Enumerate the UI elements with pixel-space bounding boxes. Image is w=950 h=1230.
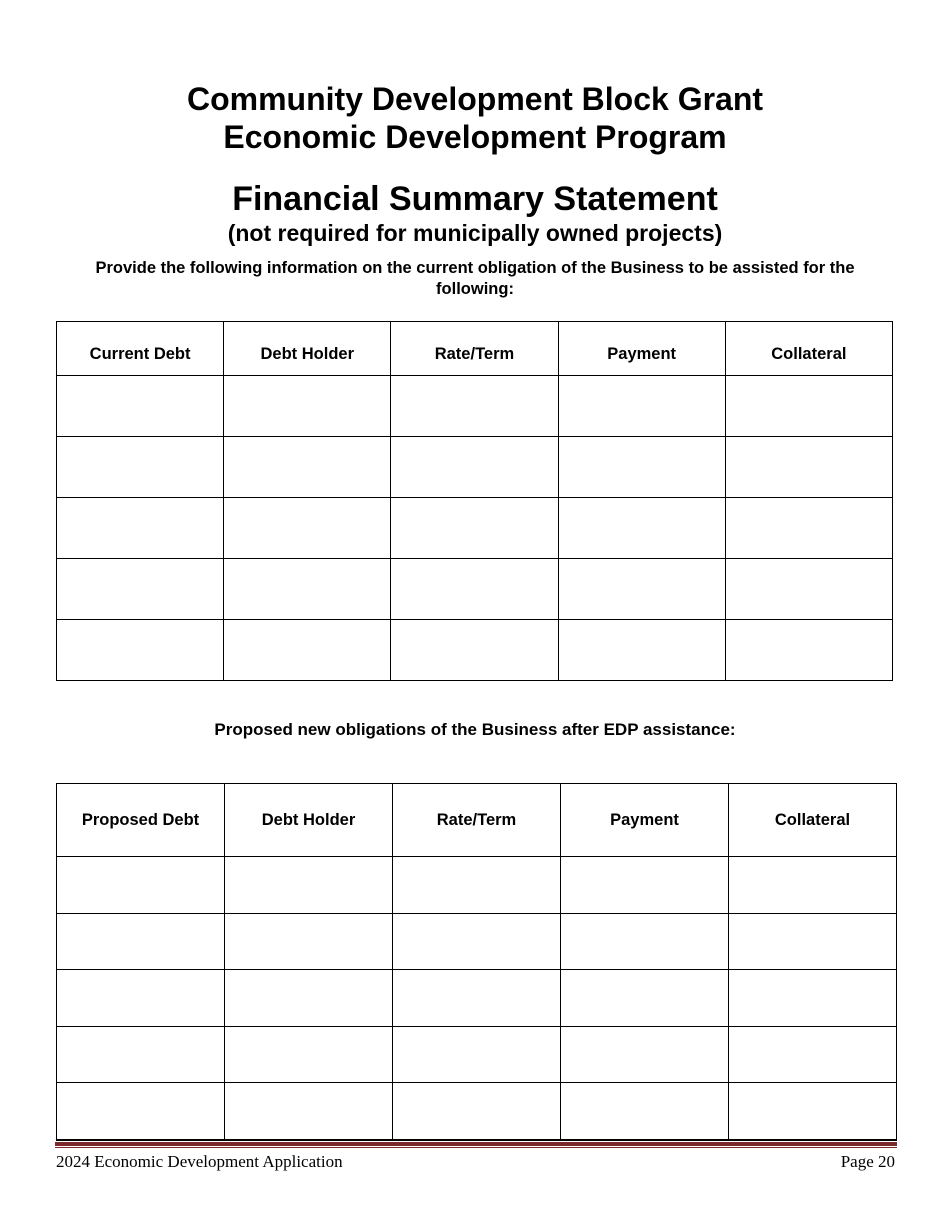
table-cell[interactable]	[558, 498, 725, 559]
table-cell[interactable]	[57, 857, 225, 914]
page-subtitle: (not required for municipally owned projects)	[227, 220, 723, 246]
table-cell[interactable]	[57, 1083, 225, 1140]
table-cell[interactable]	[57, 620, 224, 681]
table-cell[interactable]	[558, 559, 725, 620]
col-rate-term: Rate/Term	[393, 784, 561, 857]
col-debt-holder: Debt Holder	[224, 322, 391, 376]
table-cell[interactable]	[725, 620, 892, 681]
table-cell[interactable]	[729, 857, 897, 914]
table-cell[interactable]	[561, 1083, 729, 1140]
table-cell[interactable]	[561, 857, 729, 914]
table-cell[interactable]	[391, 559, 558, 620]
table-row	[57, 437, 893, 498]
table-cell[interactable]	[725, 376, 892, 437]
proposed-debt-table	[56, 783, 897, 1141]
table-cell[interactable]	[57, 913, 225, 970]
table-cell[interactable]	[225, 1026, 393, 1083]
table-cell[interactable]	[393, 970, 561, 1027]
col-payment: Payment	[561, 784, 729, 857]
footer-page-number: Page 20	[840, 1152, 895, 1171]
table-cell[interactable]	[391, 376, 558, 437]
table-cell[interactable]	[224, 498, 391, 559]
table-cell[interactable]	[729, 970, 897, 1027]
table-cell[interactable]	[224, 559, 391, 620]
table-cell[interactable]	[391, 620, 558, 681]
table-cell[interactable]	[393, 1026, 561, 1083]
table-row	[57, 559, 893, 620]
table-cell[interactable]	[225, 1083, 393, 1140]
table-cell[interactable]	[558, 376, 725, 437]
table-cell[interactable]	[729, 913, 897, 970]
table-cell[interactable]	[558, 620, 725, 681]
section-heading-proposed: Proposed new obligations of the Business after EDP assistance:	[214, 720, 736, 739]
col-current-debt: Current Debt	[57, 322, 224, 376]
table-row	[57, 1026, 897, 1083]
table-cell[interactable]	[729, 1083, 897, 1140]
table-row	[57, 498, 893, 559]
table-cell[interactable]	[393, 857, 561, 914]
table-cell[interactable]	[57, 559, 224, 620]
table-cell[interactable]	[225, 857, 393, 914]
table-cell[interactable]	[391, 498, 558, 559]
table-cell[interactable]	[725, 498, 892, 559]
table-cell[interactable]	[57, 1026, 225, 1083]
footer-document-name: 2024 Economic Development Application	[56, 1152, 343, 1171]
table-row	[57, 376, 893, 437]
page-title: Financial Summary Statement	[232, 180, 718, 218]
table-cell[interactable]	[391, 437, 558, 498]
footer-rule-thick	[55, 1142, 897, 1146]
table-cell[interactable]	[57, 376, 224, 437]
table-cell[interactable]	[57, 970, 225, 1027]
col-collateral: Collateral	[725, 322, 892, 376]
table-cell[interactable]	[225, 970, 393, 1027]
table-cell[interactable]	[561, 1026, 729, 1083]
table-cell[interactable]	[729, 1026, 897, 1083]
table-row	[57, 913, 897, 970]
table-cell[interactable]	[57, 437, 224, 498]
table-cell[interactable]	[224, 376, 391, 437]
table-row	[57, 857, 897, 914]
col-rate-term: Rate/Term	[391, 322, 558, 376]
footer-rule-thin	[55, 1147, 897, 1148]
table-cell[interactable]	[224, 437, 391, 498]
table-cell[interactable]	[725, 559, 892, 620]
table-cell[interactable]	[725, 437, 892, 498]
table-header-row	[57, 784, 897, 857]
header-line-2: Economic Development Program	[223, 119, 727, 155]
table-cell[interactable]	[224, 620, 391, 681]
col-payment: Payment	[558, 322, 725, 376]
table-header-row	[57, 322, 893, 376]
col-proposed-debt: Proposed Debt	[57, 784, 225, 857]
table-cell[interactable]	[558, 437, 725, 498]
table-cell[interactable]	[561, 913, 729, 970]
table-row	[57, 1083, 897, 1140]
col-collateral: Collateral	[729, 784, 897, 857]
table-row	[57, 620, 893, 681]
table-cell[interactable]	[561, 970, 729, 1027]
table-cell[interactable]	[225, 913, 393, 970]
table-row	[57, 970, 897, 1027]
col-debt-holder: Debt Holder	[225, 784, 393, 857]
header-line-1: Community Development Block Grant	[186, 81, 764, 117]
intro-text: Provide the following information on the current obligation of the Business to be assisted for the following:	[95, 259, 855, 298]
current-debt-table	[56, 321, 893, 681]
table-cell[interactable]	[393, 1083, 561, 1140]
table-cell[interactable]	[393, 913, 561, 970]
table-cell[interactable]	[57, 498, 224, 559]
